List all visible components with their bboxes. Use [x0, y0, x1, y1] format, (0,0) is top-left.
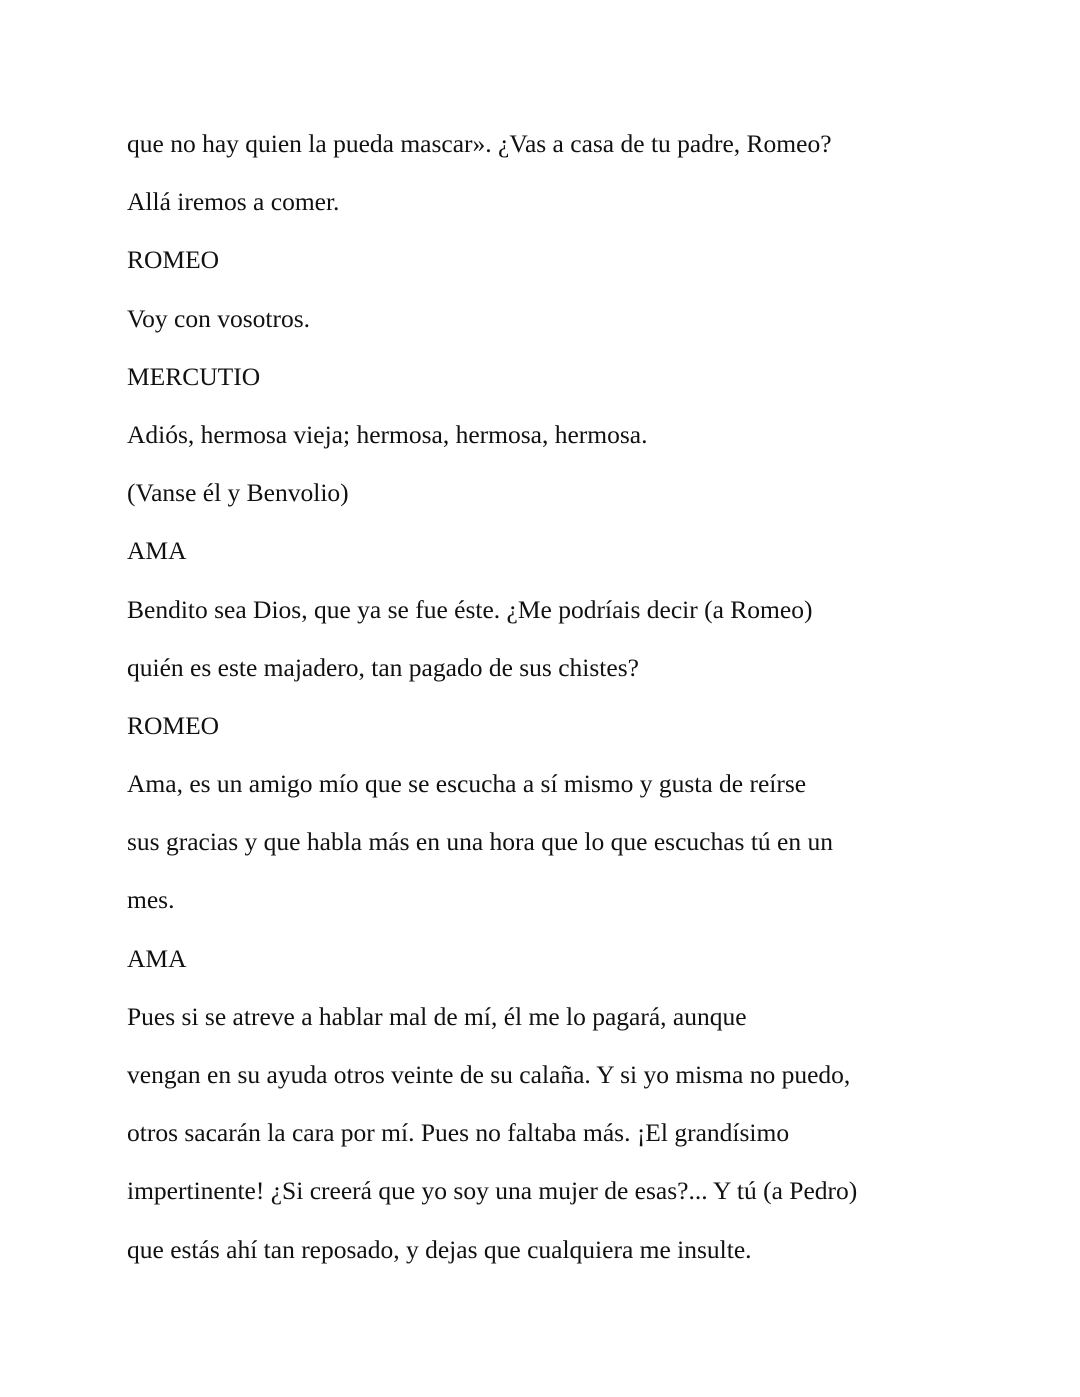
- dialogue-line: vengan en su ayuda otros veinte de su calaña. Y si yo misma no puedo,: [127, 1060, 851, 1089]
- dialogue-line: otros sacarán la cara por mí. Pues no faltaba más. ¡El grandísimo: [127, 1118, 790, 1148]
- dialogue-line: Voy con vosotros.: [127, 303, 310, 333]
- play-text-body: [127, 115, 947, 1279]
- dialogue-line: Ama, es un amigo mío que se escucha a sí mismo y gusta de reírse: [127, 769, 807, 799]
- dialogue-line: Allá iremos a comer.: [127, 187, 340, 217]
- dialogue-line: que no hay quien la pueda mascar». ¿Vas a casa de tu padre, Romeo?: [127, 129, 832, 158]
- dialogue-line: sus gracias y que habla más en una hora que lo que escuchas tú en un: [127, 827, 833, 857]
- speaker-name: AMA: [127, 943, 187, 973]
- speaker-name: ROMEO: [127, 245, 220, 275]
- dialogue-line: Adiós, hermosa vieja; hermosa, hermosa, hermosa.: [127, 419, 648, 449]
- dialogue-line: que estás ahí tan reposado, y dejas que cualquiera me insulte.: [127, 1234, 752, 1264]
- dialogue-line: Bendito sea Dios, que ya se fue éste. ¿Me podríais decir (a Romeo): [127, 594, 813, 624]
- dialogue-line: mes.: [127, 885, 175, 915]
- dialogue-line: impertinente! ¿Si creerá que yo soy una mujer de esas?... Y tú (a Pedro): [127, 1176, 858, 1206]
- speaker-name: MERCUTIO: [127, 361, 261, 391]
- dialogue-line: Pues si se atreve a hablar mal de mí, él me lo pagará, aunque: [127, 1001, 747, 1031]
- speaker-name: AMA: [127, 536, 187, 566]
- speaker-name: ROMEO: [127, 710, 220, 740]
- stage-direction: (Vanse él y Benvolio): [127, 478, 349, 508]
- dialogue-line: quién es este majadero, tan pagado de sus chistes?: [127, 652, 639, 682]
